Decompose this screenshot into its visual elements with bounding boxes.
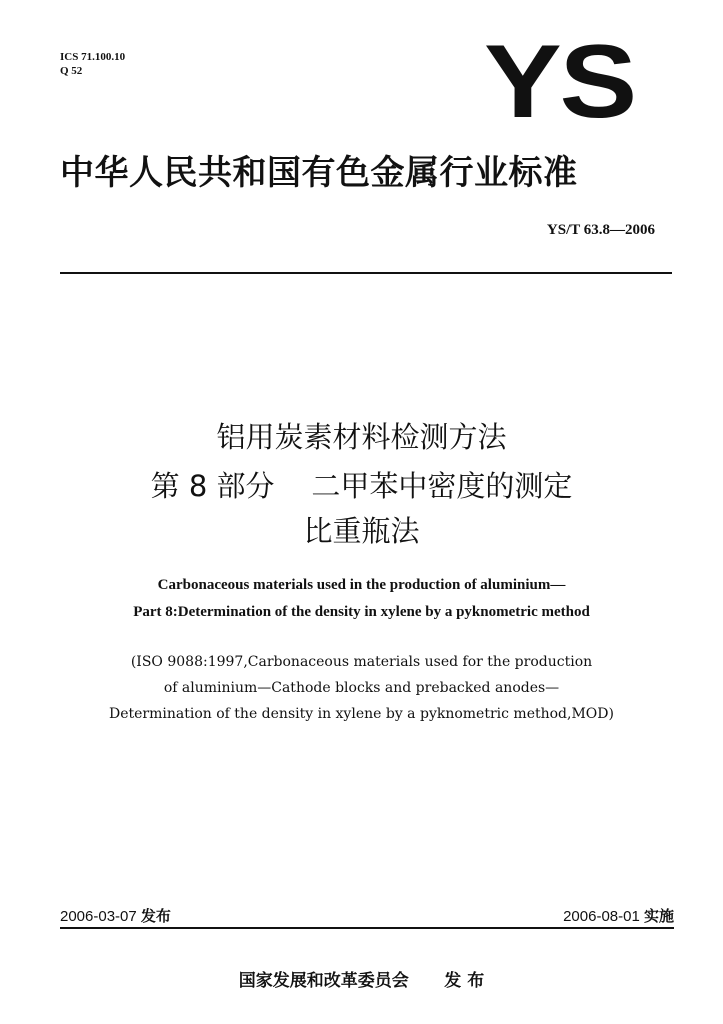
part-title: 二甲苯中密度的测定	[311, 469, 573, 503]
cn-title-line2	[0, 467, 723, 505]
standard-number: YS/T 63.8—2006	[546, 222, 655, 238]
implement-date-block	[563, 905, 674, 926]
cn-title-line3: 比重瓶法	[303, 514, 420, 548]
issuer-action: 发 布	[444, 971, 485, 991]
en-title-line2: Part 8:Determination of the density in xylene by a pyknometric method	[133, 604, 590, 620]
publish-date: 2006-03-07	[60, 908, 137, 925]
cn-title-line1: 铝用炭素材料检测方法	[216, 420, 507, 454]
iso-reference-line1: (ISO 9088:1997,Carbonaceous materials used for the production	[130, 654, 593, 670]
issuer-line	[0, 966, 723, 991]
part-number: 第 8 部分	[150, 469, 275, 503]
en-title-line1: Carbonaceous materials used in the production of aluminium—	[157, 577, 566, 593]
implement-date: 2006-08-01	[563, 908, 640, 925]
standard-category-title: 中华人民共和国有色金属行业标准	[60, 153, 578, 193]
publish-date-block	[60, 905, 171, 926]
ics-code: ICS 71.100.10	[60, 51, 126, 63]
issuer-name: 国家发展和改革委员会	[238, 971, 409, 991]
header-divider	[60, 272, 672, 274]
iso-reference-line3: Determination of the density in xylene by a pyknometric method,MOD)	[109, 706, 614, 722]
footer-divider	[60, 927, 674, 929]
classification-codes	[60, 50, 125, 78]
iso-reference-line2: of aluminium—Cathode blocks and prebacked anodes—	[163, 680, 560, 696]
publish-label: 发布	[140, 908, 171, 925]
ccs-code: Q 52	[60, 65, 83, 77]
implement-label: 实施	[643, 908, 674, 925]
ys-standard-logo: YS	[484, 24, 635, 140]
